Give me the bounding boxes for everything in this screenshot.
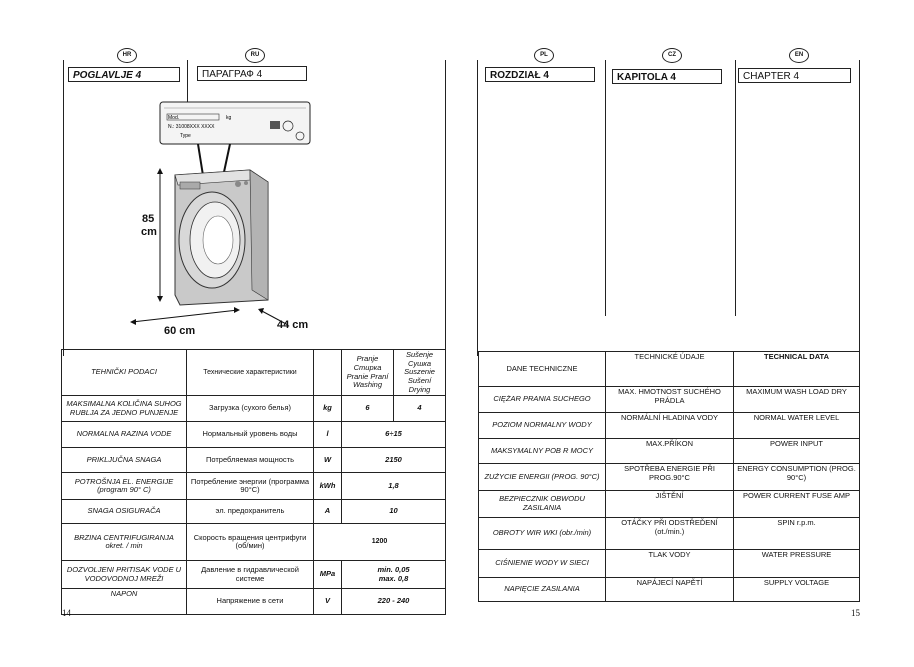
row-label-cz: SPOTŘEBA ENERGIE PŘI PROG.90°C xyxy=(606,464,734,491)
row-label-ru: Напряжение в сети xyxy=(187,589,314,615)
row-label-ru: Скорость вращения центрифуги (об/мин) xyxy=(187,524,314,561)
language-badge-cz: CZ xyxy=(662,48,682,63)
table-row xyxy=(479,387,860,413)
row-label-hr: SNAGA OSIGURAČA xyxy=(62,500,187,524)
table-row xyxy=(62,500,446,524)
row-value: 1200 xyxy=(314,524,446,561)
row-value-wash: 6 xyxy=(342,396,394,422)
table-row xyxy=(479,413,860,439)
right-page-right-border xyxy=(859,60,860,356)
width-dimension-label: 60 cm xyxy=(164,325,196,337)
table-row xyxy=(62,422,446,448)
header-technical-data-pl: DANE TECHNICZNE xyxy=(479,352,606,387)
row-label-pl: BEZPIECZNIK OBWODU ZASILANIA xyxy=(479,491,606,518)
row-label-hr: NAPON xyxy=(62,589,187,615)
table-row xyxy=(62,448,446,473)
table-row xyxy=(479,491,860,518)
left-page-right-border xyxy=(445,60,446,356)
language-badge-en: EN xyxy=(789,48,809,63)
page-number-right: 15 xyxy=(851,608,860,618)
header-technical-data-hr: TEHNIČKI PODACI xyxy=(62,350,187,396)
chapter-heading-pl: ROZDZIAŁ 4 xyxy=(485,67,595,82)
row-label-ru: Загрузка (сухого белья) xyxy=(187,396,314,422)
row-unit: kg xyxy=(314,396,342,422)
table-row xyxy=(62,589,446,615)
left-page-border xyxy=(63,60,64,356)
header-technical-data-ru: Технические характеристики xyxy=(187,350,314,396)
row-label-pl: NAPIĘCIE ZASILANIA xyxy=(479,578,606,602)
row-label-hr: MAKSIMALNA KOLIČINA SUHOG RUBLJA ZA JEDNO PUNJENJE xyxy=(62,396,187,422)
plate-number-text: N.: 31008XXX XXXX xyxy=(168,124,215,130)
row-unit: MPa xyxy=(314,561,342,589)
table-row xyxy=(62,396,446,422)
row-label-ru: эл. предохранитель xyxy=(187,500,314,524)
row-label-pl: ZUŻYCIE ENERGII (PROG. 90°C) xyxy=(479,464,606,491)
row-label-hr: BRZINA CENTRIFUGIRANJA okret. / min xyxy=(62,524,187,561)
machine-body xyxy=(175,170,268,305)
table-row xyxy=(479,518,860,550)
table-row xyxy=(62,524,446,561)
row-value: min. 0,05 max. 0,8 xyxy=(342,561,446,589)
chapter-heading-ru: ПАРАГРАФ 4 xyxy=(197,66,307,81)
plate-type-text: Type xyxy=(180,133,191,139)
table-row xyxy=(479,578,860,602)
row-label-hr: NORMALNA RAZINA VODE xyxy=(62,422,187,448)
header-technical-data-cz: TECHNICKÉ ÚDAJE xyxy=(606,352,734,387)
divider-cz-en xyxy=(735,60,736,316)
row-label-pl: OBROTY WIR WKI (obr./min) xyxy=(479,518,606,550)
header-washing: Pranje Стирка Pranie Praní Washing xyxy=(342,350,394,396)
row-label-en: SUPPLY VOLTAGE xyxy=(734,578,860,602)
row-label-cz: JIŠTĚNÍ xyxy=(606,491,734,518)
table-row xyxy=(62,473,446,500)
height-dimension-value: 85 xyxy=(142,213,155,225)
right-page-left-border xyxy=(477,60,478,356)
row-unit: kWh xyxy=(314,473,342,500)
row-label-ru: Потребляемая мощность xyxy=(187,448,314,473)
row-value: 10 xyxy=(342,500,446,524)
page-number-left: 14 xyxy=(62,608,71,618)
header-technical-data-en: TECHNICAL DATA xyxy=(734,352,860,387)
language-badge-ru: RU xyxy=(245,48,265,63)
table-row xyxy=(479,550,860,578)
table-header-row xyxy=(479,352,860,387)
row-label-cz: NORMÁLNÍ HLADINA VODY xyxy=(606,413,734,439)
row-label-en: POWER INPUT xyxy=(734,439,860,464)
row-label-pl: MAKSYMALNY POB R MOCY xyxy=(479,439,606,464)
row-label-pl: CIĘŻAR PRANIA SUCHEGO xyxy=(479,387,606,413)
language-badge-pl: PL xyxy=(534,48,554,63)
plate-kg-text: kg xyxy=(226,115,232,121)
row-label-hr: POTROŠNJA EL. ENERGIJE (program 90° C) xyxy=(62,473,187,500)
row-label-ru: Давление в гидравлической системе xyxy=(187,561,314,589)
technical-data-table-left xyxy=(61,349,446,615)
row-unit: V xyxy=(314,589,342,615)
row-label-en: MAXIMUM WASH LOAD DRY xyxy=(734,387,860,413)
row-label-en: SPIN r.p.m. xyxy=(734,518,860,550)
technical-data-table-right xyxy=(478,351,860,602)
row-value: 220 - 240 xyxy=(342,589,446,615)
row-label-ru: Потребление энергии (программа 90°С) xyxy=(187,473,314,500)
chapter-heading-cz: KAPITOLA 4 xyxy=(612,69,722,84)
row-label-hr: DOZVOLJENI PRITISAK VODE U VODOVODNOJ MREŽI xyxy=(62,561,187,589)
row-label-en: ENERGY CONSUMPTION (PROG. 90°C) xyxy=(734,464,860,491)
row-label-cz: MAX.PŘÍKON xyxy=(606,439,734,464)
row-label-en: NORMAL WATER LEVEL xyxy=(734,413,860,439)
header-unit xyxy=(314,350,342,396)
chapter-heading-en: CHAPTER 4 xyxy=(738,68,851,83)
row-label-en: POWER CURRENT FUSE AMP xyxy=(734,491,860,518)
depth-dimension-label: 44 cm xyxy=(277,319,309,331)
table-row xyxy=(62,561,446,589)
row-label-cz: OTÁČKY PŘI ODSTŘEĎENÍ (ot./min.) xyxy=(606,518,734,550)
row-label-ru: Нормальный уровень воды xyxy=(187,422,314,448)
table-header-row xyxy=(62,350,446,396)
divider-pl-cz xyxy=(605,60,606,316)
row-unit: A xyxy=(314,500,342,524)
row-label-pl: POZIOM NORMALNY WODY xyxy=(479,413,606,439)
plate-mod-text: Mod. xyxy=(168,115,180,121)
row-label-pl: CIŚNIENIE WODY W SIECI xyxy=(479,550,606,578)
row-label-cz: TLAK VODY xyxy=(606,550,734,578)
table-row xyxy=(479,464,860,491)
row-label-cz: MAX. HMOTNOST SUCHÉHO PRÁDLA xyxy=(606,387,734,413)
language-badge-hr: HR xyxy=(117,48,137,63)
height-dimension-unit: cm xyxy=(141,226,157,238)
row-label-hr: PRIKLJUČNA SNAGA xyxy=(62,448,187,473)
header-drying: Sušenje Сушка Suszenie Sušení Drying xyxy=(394,350,446,396)
chapter-heading-hr: POGLAVLJE 4 xyxy=(68,67,180,82)
row-value-dry: 4 xyxy=(394,396,446,422)
row-value: 6÷15 xyxy=(342,422,446,448)
row-value: 2150 xyxy=(342,448,446,473)
row-value: 1,8 xyxy=(342,473,446,500)
row-unit: W xyxy=(314,448,342,473)
row-label-en: WATER PRESSURE xyxy=(734,550,860,578)
table-row xyxy=(479,439,860,464)
row-unit: l xyxy=(314,422,342,448)
row-label-cz: NAPÁJECÍ NAPĚTÍ xyxy=(606,578,734,602)
rating-plate xyxy=(160,102,310,144)
